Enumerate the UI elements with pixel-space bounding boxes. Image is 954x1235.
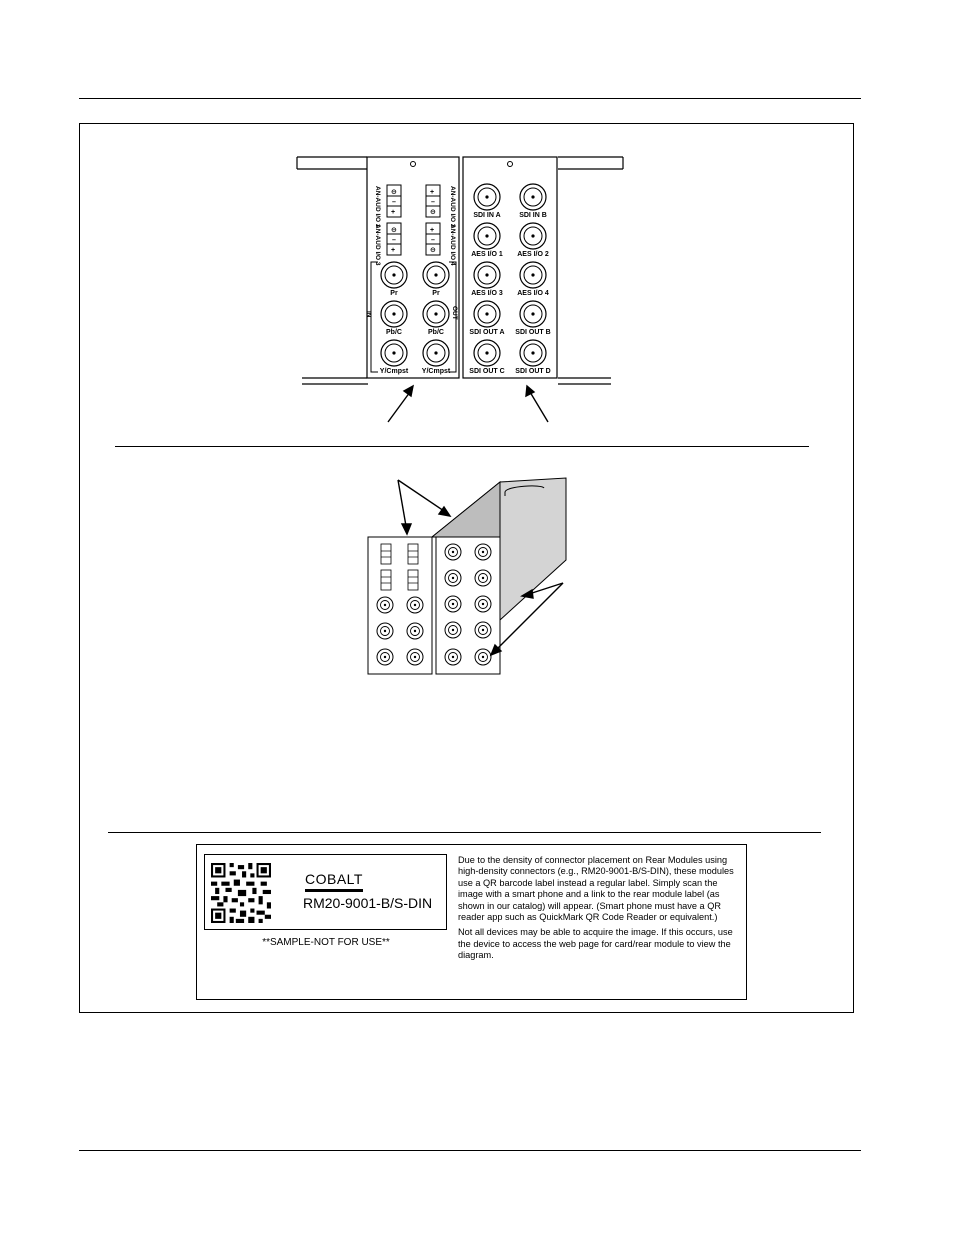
bnc-connector	[520, 301, 546, 327]
footer-rule	[79, 1150, 861, 1151]
terminal-block	[426, 185, 440, 217]
bnc-label: SDI OUT A	[469, 329, 505, 336]
bnc-connector	[423, 301, 449, 327]
bnc-connector	[381, 340, 407, 366]
qr-code-icon	[211, 863, 271, 923]
bnc-label: Pb/C	[386, 329, 402, 336]
bnc-connector	[520, 340, 546, 366]
rear-module-isometric-view	[0, 440, 954, 690]
terminal-label: AN-AUD I/O 2	[449, 186, 456, 228]
bnc-connector	[520, 184, 546, 210]
terminal-label: AN-AUD I/O 1	[374, 186, 381, 228]
sample-note: **SAMPLE-NOT FOR USE**	[262, 937, 390, 948]
bnc-connector	[520, 262, 546, 288]
bnc-label: AES I/O 1	[471, 251, 503, 258]
svg-text:+: +	[391, 209, 396, 216]
bnc-connector	[423, 262, 449, 288]
qr-paragraph: Not all devices may be able to acquire the image. If this occurs, use the device to access the web page for card/rear module to view the diagram.	[458, 927, 733, 961]
bnc-label: Y/Cmpst	[379, 368, 409, 375]
svg-text:⊖: ⊖	[391, 189, 397, 196]
right-card	[463, 157, 557, 378]
left-card	[368, 537, 432, 674]
bnc-label: AES I/O 4	[517, 290, 549, 297]
group-out-label: OUT	[451, 306, 458, 320]
bnc-connector	[423, 340, 449, 366]
frame-rails	[297, 157, 623, 384]
bnc-label: SDI OUT B	[515, 329, 551, 336]
svg-text:⊖: ⊖	[391, 227, 397, 234]
bnc-label: AES I/O 2	[517, 251, 549, 258]
right-card	[436, 537, 500, 674]
bnc-connector	[520, 223, 546, 249]
svg-text:+: +	[430, 189, 435, 196]
svg-text:⊖: ⊖	[430, 247, 436, 254]
brand-name: COBALT	[305, 871, 363, 887]
qr-paragraph: Due to the density of connector placement on Rear Modules using high-density connectors (e.g., RM20-9001-B/S-DIN), these modules use a QR barcode label instead a regular label. Simply scan the image with a smart phone and a link to the rear module label (as shown in our catalog) will appear. (Smart phone must have a QR reader app such as QuickMark QR Code Reader or equivalent.)	[458, 855, 734, 923]
model-number: RM20-9001-B/S-DIN	[303, 895, 433, 911]
pointer-arrow	[388, 386, 548, 422]
brand-underline	[305, 889, 363, 892]
svg-text:⊖: ⊖	[430, 209, 436, 216]
qr-description	[458, 855, 742, 966]
terminal-label: AN-AUD I/O 4	[449, 224, 456, 266]
terminal-block	[426, 223, 440, 255]
group-in-label: IN	[365, 311, 372, 318]
qr-sample-label	[204, 854, 447, 930]
terminal-label: AN-AUD I/O 3	[374, 224, 381, 266]
svg-text:–: –	[431, 237, 435, 244]
bnc-label: AES I/O 3	[471, 290, 503, 297]
bnc-label: SDI IN A	[473, 212, 501, 219]
svg-text:–: –	[392, 199, 396, 206]
bnc-connector	[474, 340, 500, 366]
rear-module-front-view	[0, 0, 954, 430]
terminal-block	[387, 223, 401, 255]
panel-divider-2	[108, 832, 821, 833]
svg-text:–: –	[431, 199, 435, 206]
svg-text:+: +	[430, 227, 435, 234]
terminal-block	[387, 185, 401, 217]
bnc-label: Pr	[390, 290, 398, 297]
bnc-connector	[474, 184, 500, 210]
bnc-connector	[381, 301, 407, 327]
bnc-label: Pr	[432, 290, 440, 297]
bnc-connector	[474, 301, 500, 327]
bnc-connector	[381, 262, 407, 288]
qr-label-panel	[196, 844, 747, 1000]
bnc-label: Pb/C	[428, 329, 444, 336]
svg-text:+: +	[391, 247, 396, 254]
bnc-connector	[474, 223, 500, 249]
bnc-connector	[474, 262, 500, 288]
bnc-label: SDI OUT D	[515, 368, 551, 375]
left-card	[365, 157, 459, 378]
bnc-label: Y/Cmpst	[421, 368, 451, 375]
bnc-label: SDI IN B	[519, 212, 547, 219]
svg-text:–: –	[392, 237, 396, 244]
bnc-label: SDI OUT C	[469, 368, 505, 375]
